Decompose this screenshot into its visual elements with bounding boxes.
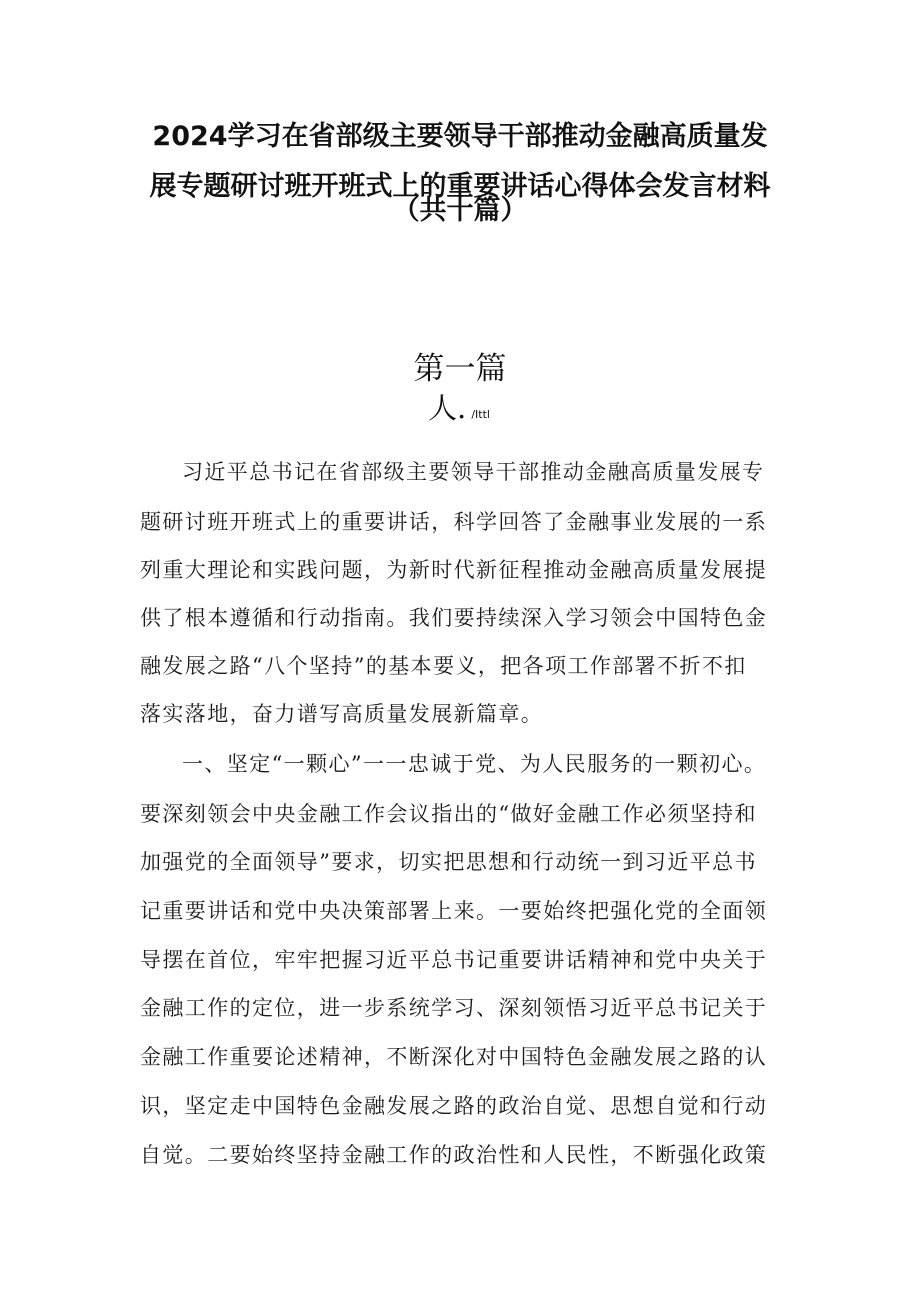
body-line: 自觉。二要始终坚持金融工作的政治性和人民性，不断强化政策 [140,1143,768,1167]
body-line: 记重要讲话和党中央决策部署上来。一要始终把强化党的全面领 [140,899,768,923]
ocr-artifact-text [428,386,490,427]
body-line: 习近平总书记在省部级主要领导干部推动金融高质量发展专 [182,460,765,484]
body-line: 金融工作重要论述精神，不断深化对中国特色金融发展之路的认 [140,1045,768,1069]
document-title-line-2: 展专题研讨班开班式上的重要讲话心得体会发言材料 [149,171,771,202]
body-line: 落实落地，奋力谱写高质量发展新篇章。 [140,702,544,726]
body-line: 融发展之路“八个坚持”的基本要义，把各项工作部署不折不扣 [140,654,747,678]
artifact-glyph: 人. [428,391,467,425]
body-line: 一、坚定“一颗心”一一忠诚于党、为人民服务的一颗初心。 [182,752,767,776]
body-line: 要深刻领会中央金融工作会议指出的“做好金融工作必须坚持和 [140,802,757,826]
body-line: 列重大理论和实践问题，为新时代新征程推动金融高质量发展提 [140,558,768,582]
document-title-line-1: 2024学习在省部级主要领导干部推动金融高质量发 [152,121,768,152]
body-line: 识，坚定走中国特色金融发展之路的政治自觉、思想自觉和行动 [140,1094,768,1118]
body-line: 供了根本遵循和行动指南。我们要持续深入学习领会中国特色金 [140,606,768,630]
document-title-line-3: （共十篇） [392,195,528,226]
body-line: 题研讨班开班式上的重要讲话，科学回答了金融事业发展的一系 [140,510,768,534]
body-line: 金融工作的定位，进一步系统学习、深刻领悟习近平总书记关于 [140,996,768,1020]
chapter-heading: 第一篇 [413,351,507,387]
body-line: 加强党的全面领导”要求，切实把思想和行动统一到习近平总书 [140,850,757,874]
artifact-small-text: /Ittl [471,408,490,421]
body-line: 导摆在首位，牢牢把握习近平总书记重要讲话精神和党中央关于 [140,948,768,972]
